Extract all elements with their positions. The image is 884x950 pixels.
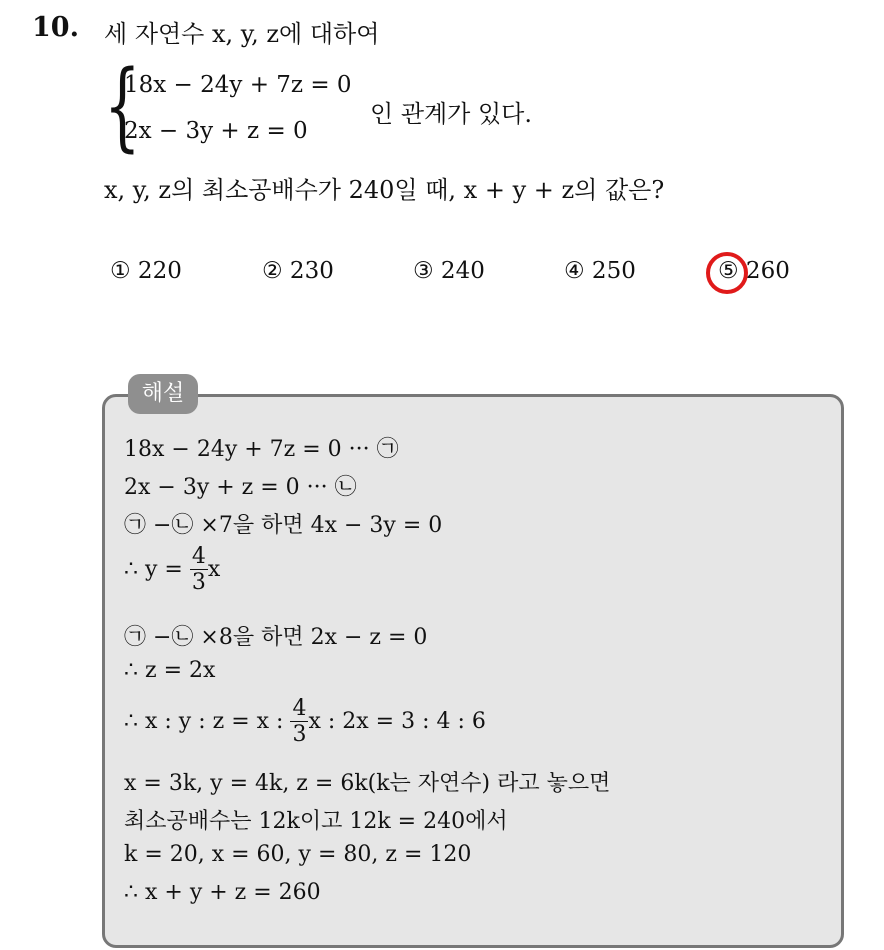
solution-line-4-text: ∴ y = — [124, 556, 190, 582]
question-prompt: x, y, z의 최소공배수가 240일 때, x + y + z의 값은? — [104, 176, 665, 204]
question-intro: 세 자연수 x, y, z에 대하여 — [104, 20, 380, 48]
relation-text: 인 관계가 있다. — [370, 100, 532, 128]
choice-5[interactable]: ⑤ 260 — [718, 258, 790, 284]
equation-1: 18x − 24y + 7z = 0 — [124, 72, 352, 98]
fraction-4-3 — [190, 544, 208, 596]
solution-tag: 해설 — [128, 374, 198, 414]
solution-line-5: ㉠ −㉡ ×8을 하면 2x − z = 0 — [124, 625, 428, 650]
solution-line-7 — [124, 696, 486, 748]
solution-line-3: ㉠ −㉡ ×7을 하면 4x − 3y = 0 — [124, 513, 443, 538]
fraction-4-3-ratio — [290, 696, 308, 748]
fraction-suffix: x — [207, 556, 221, 582]
equation-2: 2x − 3y + z = 0 — [124, 118, 308, 144]
solution-line-4 — [124, 544, 220, 596]
solution-line-11: ∴ x + y + z = 260 — [124, 880, 321, 905]
ratio-suffix: x : 2x = 3 : 4 : 6 — [308, 708, 486, 734]
solution-line-9: 최소공배수는 12k이고 12k = 240에서 — [124, 809, 508, 834]
fraction-denominator: 3 — [292, 722, 307, 748]
solution-line-7-text: ∴ x : y : z = x : — [124, 708, 291, 734]
solution-line-6: ∴ z = 2x — [124, 658, 216, 683]
solution-line-10: k = 20, x = 60, y = 80, z = 120 — [124, 842, 472, 867]
choice-4[interactable]: ④ 250 — [564, 258, 636, 284]
solution-line-1: 18x − 24y + 7z = 0 ··· ㉠ — [124, 437, 399, 462]
choice-3[interactable]: ③ 240 — [413, 258, 485, 284]
question-number: 10. — [32, 12, 79, 43]
solution-line-8: x = 3k, y = 4k, z = 6k(k는 자연수) 라고 놓으면 — [124, 771, 611, 796]
answer-circle-mark — [706, 252, 748, 294]
fraction-numerator: 4 — [191, 544, 206, 569]
left-brace: { — [104, 50, 141, 162]
solution-line-2: 2x − 3y + z = 0 ··· ㉡ — [124, 475, 357, 500]
choice-2[interactable]: ② 230 — [262, 258, 334, 284]
fraction-numerator: 4 — [292, 696, 307, 721]
choice-1[interactable]: ① 220 — [110, 258, 182, 284]
fraction-denominator: 3 — [191, 570, 206, 596]
